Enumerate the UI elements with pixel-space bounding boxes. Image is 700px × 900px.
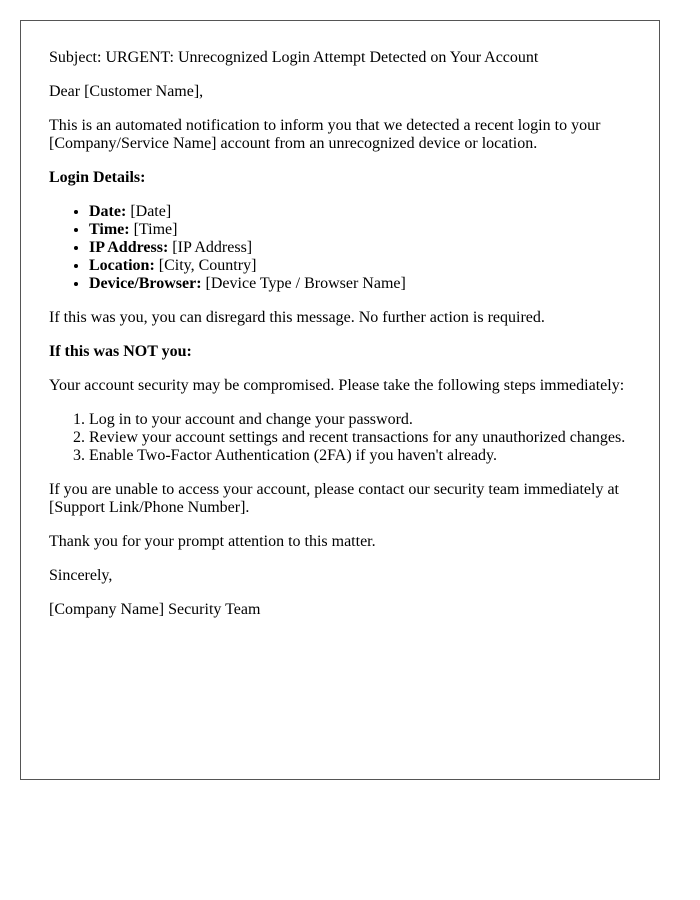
login-details-heading [49, 169, 631, 187]
not-you-suffix: you: [157, 343, 192, 360]
detail-value: [Device Type / Browser Name] [201, 275, 406, 292]
detail-value: [Date] [126, 203, 172, 220]
steps-list [49, 411, 631, 465]
detail-value: [City, Country] [154, 257, 257, 274]
not-you-heading-text [49, 343, 192, 360]
detail-label: Time: [89, 221, 130, 238]
email-subject: Subject: URGENT: Unrecognized Login Attempt Detected on Your Account [49, 49, 539, 66]
detail-label: Date: [89, 203, 127, 220]
detail-label: Device/Browser: [89, 275, 202, 292]
contact-paragraph: If you are unable to access your account, please contact our security team immediately at [Support Link/Phone Number]. [49, 481, 619, 516]
closing: Sincerely, [49, 567, 113, 584]
step-item: 2. Review your account settings and recent transactions for any unauthorized changes. [89, 429, 631, 447]
email-greeting: Dear [Customer Name], [49, 83, 204, 100]
email-intro: This is an automated notification to inform you that we detected a recent login to your [Company/Service Name] account from an unrecognized device or location. [49, 117, 601, 152]
email-letter [20, 20, 660, 780]
detail-item-location [89, 257, 631, 275]
detail-item-ip-address [89, 239, 631, 257]
not-you-emphasis: NOT [123, 343, 158, 360]
thanks-paragraph: Thank you for your prompt attention to this matter. [49, 533, 376, 550]
not-you-prefix: If this was [49, 343, 124, 360]
not-you-heading [49, 343, 631, 361]
detail-value: [IP Address] [168, 239, 253, 256]
login-details-heading-text: Login Details: [49, 169, 146, 186]
login-details-list [49, 203, 631, 293]
if-you-paragraph: If this was you, you can disregard this message. No further action is required. [49, 309, 545, 326]
detail-value: [Time] [129, 221, 178, 238]
step-item: 1. Log in to your account and change your password. [89, 411, 631, 429]
step-item: 3. Enable Two-Factor Authentication (2FA) if you haven't already. [89, 447, 631, 465]
detail-item-time [89, 221, 631, 239]
detail-item-date [89, 203, 631, 221]
signature: [Company Name] Security Team [49, 601, 261, 618]
detail-label: Location: [89, 257, 155, 274]
security-warning: Your account security may be compromised. Please take the following steps immediately: [49, 377, 625, 394]
detail-label: IP Address: [89, 239, 169, 256]
detail-item-device-browser [89, 275, 631, 293]
